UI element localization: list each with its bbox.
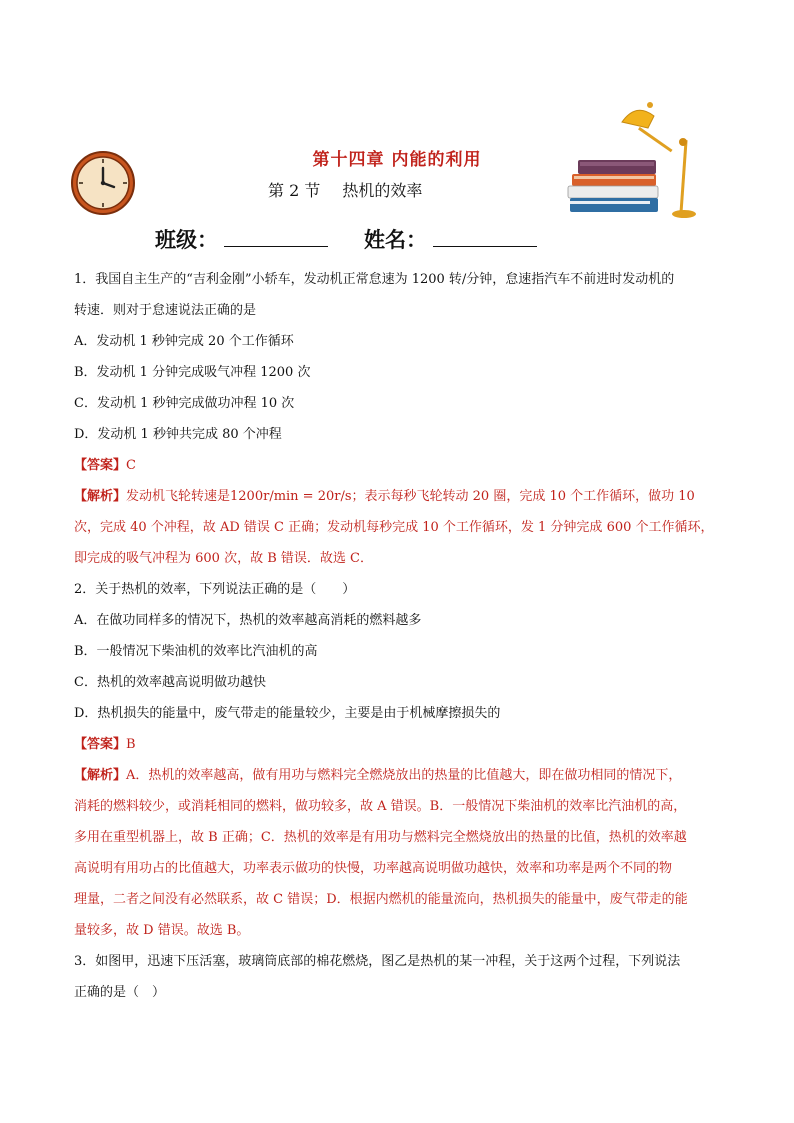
question-1-analysis-line-1: [74, 481, 726, 512]
answer-tag: 【答案】: [74, 737, 127, 752]
questions-body: [74, 264, 726, 1008]
question-1-stem-line-2: 转速．则对于怠速说法正确的是: [74, 303, 257, 318]
name-blank[interactable]: [433, 228, 537, 247]
question-2-analysis-line-5: 理量，二者之间没有必然联系，故 C 错误；D．根据内燃机的能量流向，热机损失的能量中，废气带走的能: [74, 892, 688, 907]
class-label: 班级：: [155, 227, 218, 252]
question-2-option-b: B．一般情况下柴油机的效率比汽油机的高: [74, 644, 318, 659]
question-1-option-d: D．发动机 1 秒钟共完成 80 个冲程: [74, 427, 282, 442]
answer-value: B: [126, 737, 136, 752]
question-1-stem-line-1: 1．我国自主生产的“吉利金刚”小轿车，发动机正常怠速为 1200 转/分钟，怠速指汽车不前进时发动机的: [74, 272, 675, 287]
section-number: 第 2 节: [268, 181, 321, 200]
question-3-stem-line-2: 正确的是（ ）: [74, 985, 166, 1000]
analysis-tag: 【解析】: [74, 768, 127, 783]
question-1-analysis-line-2: 次，完成 40 个冲程，故 AD 错误 C 正确；发动机每秒完成 10 个工作循环，发 1 分钟完成 600 个工作循环，: [74, 520, 714, 535]
question-1-analysis-line-3: 即完成的吸气冲程为 600 次，故 B 错误．故选 C．: [74, 551, 373, 566]
question-2-answer: [74, 729, 726, 760]
question-2-stem-line-1: 2．关于热机的效率，下列说法正确的是（ ）: [74, 582, 356, 597]
question-1-option-b: B．发动机 1 分钟完成吸气冲程 1200 次: [74, 365, 311, 380]
analysis-text: 发动机飞轮转速是1200r/min = 20r/s；表示每秒飞轮转动 20 圈，完成 10 个工作循环，做功 10: [126, 489, 695, 504]
question-2-option-a: A．在做功同样多的情况下，热机的效率越高消耗的燃料越多: [74, 613, 422, 628]
class-blank[interactable]: [224, 228, 328, 247]
question-2-analysis-line-2: 消耗的燃料较少，或消耗相同的燃料，做功较多，故 A 错误。B．一般情况下柴油机的效率比汽油机的高，: [74, 799, 687, 814]
answer-tag: 【答案】: [74, 458, 127, 473]
analysis-tag: 【解析】: [74, 489, 127, 504]
question-2-analysis-line-1: [74, 760, 726, 791]
chapter-title: 第十四章 内能的利用: [312, 150, 482, 170]
question-2-analysis-line-3: 多用在重型机器上，故 B 正确；C．热机的效率是有用功与燃料完全燃烧放出的热量的比值，热机的效率越: [74, 830, 687, 845]
question-1-option-a: A．发动机 1 秒钟完成 20 个工作循环: [74, 334, 294, 349]
analysis-text: A．热机的效率越高，做有用功与燃料完全燃烧放出的热量的比值越大，即在做功相同的情况下，: [126, 768, 682, 783]
section-title: 热机的效率: [342, 181, 423, 200]
name-label: 姓名：: [364, 227, 427, 252]
question-1-answer: [74, 450, 726, 481]
question-3-stem-line-1: 3．如图甲，迅速下压活塞，玻璃筒底部的棉花燃烧，图乙是热机的某一冲程，关于这两个过程，下列说法: [74, 954, 681, 969]
question-2-analysis-line-4: 高说明有用功占的比值越大，功率表示做功的快慢，功率越高说明做功越快，效率和功率是两个不同的物: [74, 861, 673, 876]
question-2-analysis-line-6: 量较多，故 D 错误。故选 B。: [74, 923, 250, 938]
question-2-option-d: D．热机损失的能量中，废气带走的能量较少，主要是由于机械摩擦损失的: [74, 706, 501, 721]
class-name-line: [155, 224, 537, 254]
answer-value: C: [126, 458, 136, 473]
question-2-option-c: C．热机的效率越高说明做功越快: [74, 675, 266, 690]
question-1-option-c: C．发动机 1 秒钟完成做功冲程 10 次: [74, 396, 295, 411]
section-heading: [268, 178, 422, 201]
